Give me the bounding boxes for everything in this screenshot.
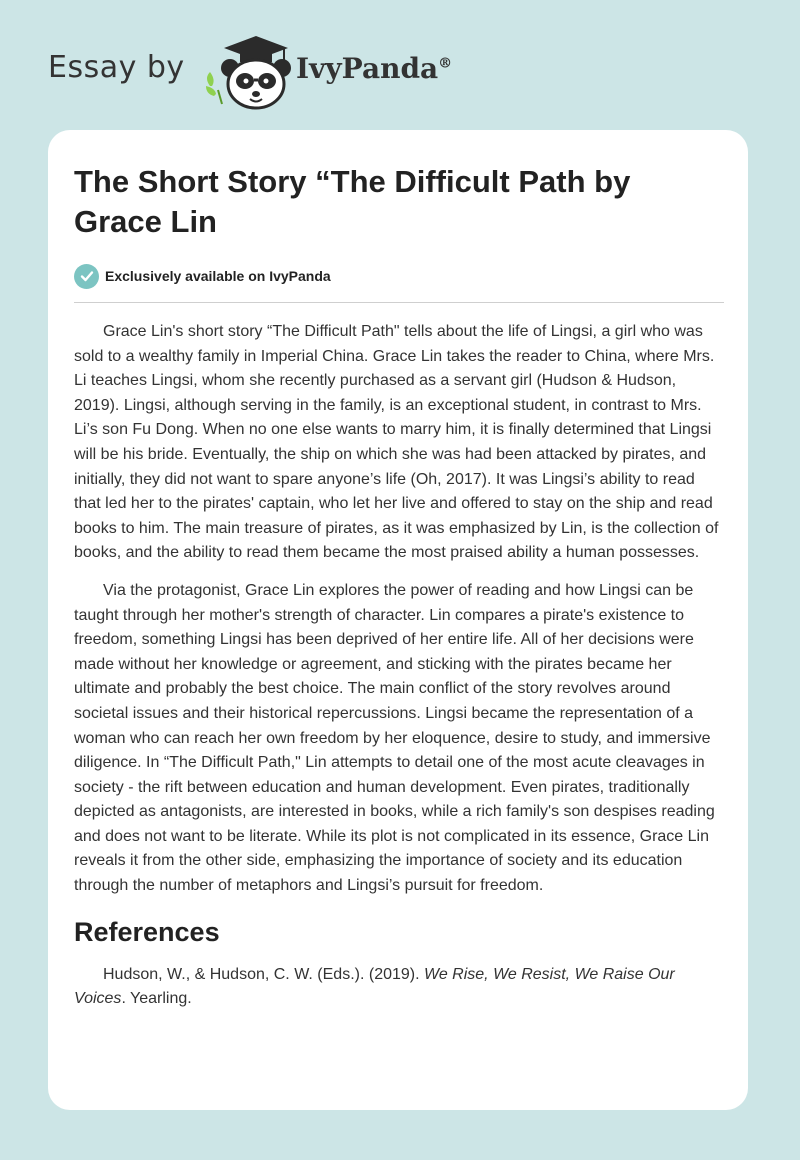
exclusive-badge [74, 263, 331, 289]
brand-name-text: IvyPanda [296, 52, 439, 85]
reference-entry [74, 963, 724, 1012]
essay-body [74, 320, 724, 1012]
essay-title: The Short Story “The Difficult Path by Grace Lin [74, 164, 631, 239]
brand-name[interactable] [296, 52, 452, 85]
site-header [0, 0, 800, 125]
registered-mark: ® [438, 55, 453, 72]
reference-publisher: . Yearling. [121, 990, 192, 1008]
panda-graduate-icon[interactable] [200, 34, 296, 110]
exclusive-badge-text: Exclusively available on IvyPanda [105, 268, 331, 284]
reference-authors: Hudson, W., & Hudson, C. W. (Eds.). (2019). [103, 965, 425, 983]
paragraph: Via the protagonist, Grace Lin explores the power of reading and how Lingsi can be taught through her mother's strength of character. Lin compares a pirate's existence to freedom, something Lingsi has been deprived of her entire life. All of her decisions were made without her knowledge or agreement, and sticking with the pirates became her ultimate and probably the best choice. The main conflict of the story revolves around societal issues and their historical repercussions. Lingsi became the representation of a woman who can reach her own freedom by her eloquence, desire to study, and immersive diligence. In “The Difficult Path," Lin attempts to detail one of the most acute cleavages in society - the rift between education and human development. Even pirates, traditionally depicted as antagonists, are interested in books, while a rich family's son despises reading and does not want to be literate. While its plot is not complicated in its essence, Grace Lin reveals it from the other side, emphasizing the importance of society and its education through the number of metaphors and Lingsi’s pursuit for freedom. [74, 581, 715, 895]
essay-card [48, 130, 748, 1110]
references-heading: References [74, 916, 220, 947]
check-icon [74, 264, 99, 289]
divider [74, 302, 724, 303]
reference-work-title: We Rise, We Resist, We Raise Our Voices [74, 965, 675, 1008]
paragraph: Grace Lin's short story “The Difficult Path" tells about the life of Lingsi, a girl who was sold to a wealthy family in Imperial China. Grace Lin takes the reader to China, where Mrs. Li teaches Lingsi, whom she recently purchased as a servant girl (Hudson & Hudson, 2019). Lingsi, although serving in the family, is an exceptional student, in contrast to Mrs. Li’s son Fu Dong. When no one else wants to marry him, it is finally determined that Lingsi will be his bride. Eventually, the ship on which she was had been attacked by pirates, and initially, they did not want to spare anyone’s life (Oh, 2017). It was Lingsi’s ability to read that led her to the pirates' captain, who let her live and offered to stay on the ship and read books to him. The main treasure of pirates, as it was emphasized by Lin, is the collection of books, and the ability to read them became the most praised ability a human possesses. [74, 323, 719, 562]
brand-prefix: Essay by [48, 50, 185, 85]
